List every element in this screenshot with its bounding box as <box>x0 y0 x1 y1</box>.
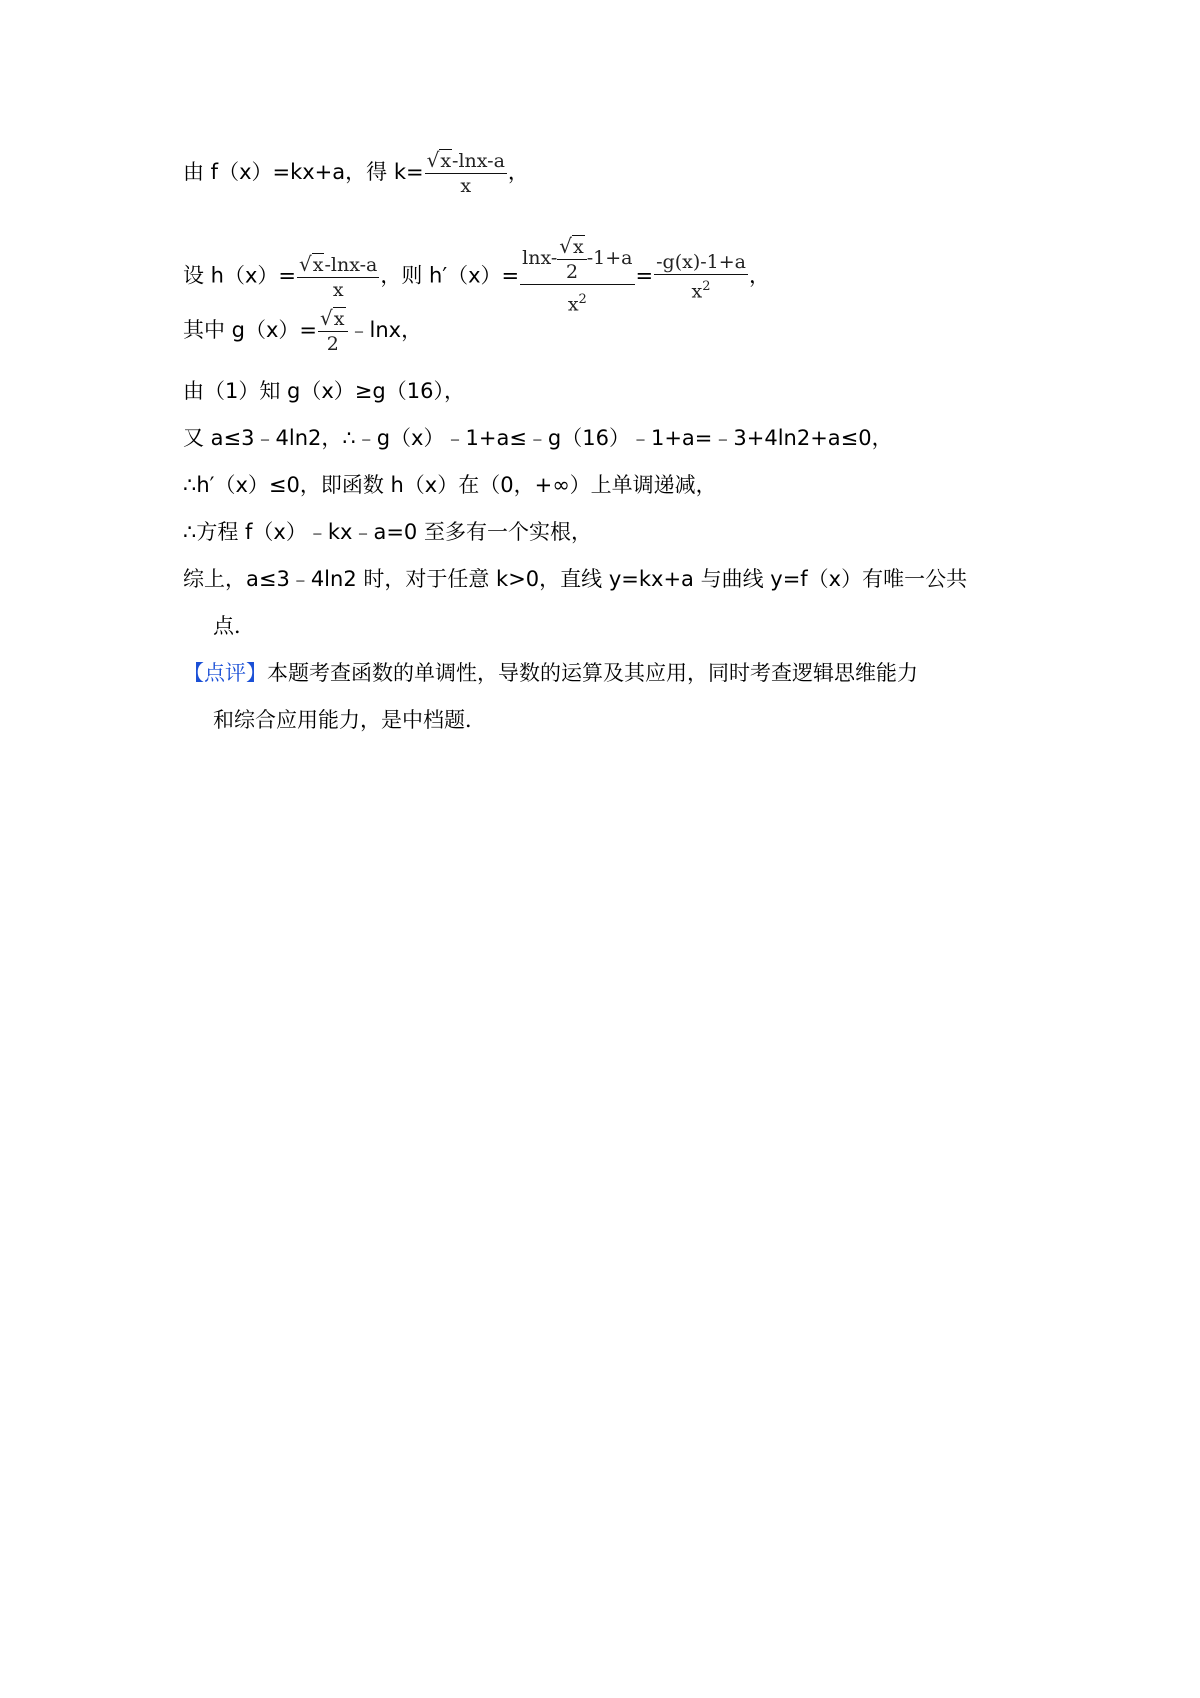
solution-line-5: 又 a≤3﹣4ln2，∴﹣g（x）﹣1+a≤﹣g（16）﹣1+a=﹣3+4ln2+a≤0， <box>183 426 893 450</box>
denominator: x <box>332 278 344 301</box>
inner-fraction <box>557 234 586 284</box>
solution-line-1 <box>183 148 529 198</box>
denominator: x <box>460 175 472 197</box>
text: ， <box>749 263 770 288</box>
solution-line-8: 综上，a≤3﹣4ln2 时，对于任意 k>0，直线 y=kx+a 与曲线 y=f（x）有唯一公共 <box>183 567 968 591</box>
text: 设 h（x）= <box>183 263 297 288</box>
inner-denominator: 2 <box>565 261 579 283</box>
text: 其中 g（x）= <box>183 318 318 342</box>
comment-line-1 <box>183 658 918 688</box>
solution-line-7: ∴方程 f（x）﹣kx﹣a=0 至多有一个实根， <box>183 520 592 544</box>
text: ，则 h′（x）= <box>380 263 520 288</box>
comment-label: 【点评】 <box>183 661 267 685</box>
numerator-part: lnx- <box>522 247 558 269</box>
numerator: √x-lnx-a <box>426 148 505 172</box>
text: ， <box>507 160 529 184</box>
text: ﹣lnx， <box>348 318 423 342</box>
numerator: √x <box>318 306 347 332</box>
solution-line-9: 点． <box>213 614 255 638</box>
text: 由 f（x）=kx+a，得 k= <box>183 160 424 184</box>
exponent: 2 <box>578 292 587 307</box>
denominator: $x^2$ <box>567 292 587 316</box>
comment-line-2: 和综合应用能力，是中档题． <box>213 708 486 732</box>
solution-line-6: ∴h′（x）≤0，即函数 h（x）在（0，+∞）上单调递减， <box>183 473 717 497</box>
sqrt-x: x <box>573 236 584 258</box>
sqrt-x: x <box>312 253 324 276</box>
inner-numerator: √x <box>557 234 586 260</box>
solution-line-4: 由（1）知 g（x）≥g（16）， <box>183 379 465 403</box>
numerator-part: -1+a <box>586 247 633 269</box>
numerator <box>520 234 634 285</box>
fraction-h <box>297 252 379 302</box>
fraction-g-def <box>318 306 347 356</box>
numerator: √x-lnx-a <box>299 251 378 276</box>
denominator: $x^2$ <box>691 279 711 303</box>
fraction-h-prime <box>520 234 634 319</box>
equals: = <box>635 263 654 288</box>
fraction-g <box>654 250 748 303</box>
numerator-rest: -lnx-a <box>324 253 378 276</box>
denominator: 2 <box>326 333 339 355</box>
numerator: -g(x)-1+a <box>656 251 746 273</box>
sqrt-x: x <box>440 150 452 172</box>
solution-line-3 <box>183 306 422 356</box>
numerator-rest: -lnx-a <box>452 150 505 172</box>
exponent: 2 <box>702 279 711 294</box>
fraction-k <box>425 148 507 198</box>
sqrt-x: x <box>333 308 345 330</box>
comment-text: 本题考查函数的单调性，导数的运算及其应用，同时考查逻辑思维能力 <box>267 661 918 685</box>
